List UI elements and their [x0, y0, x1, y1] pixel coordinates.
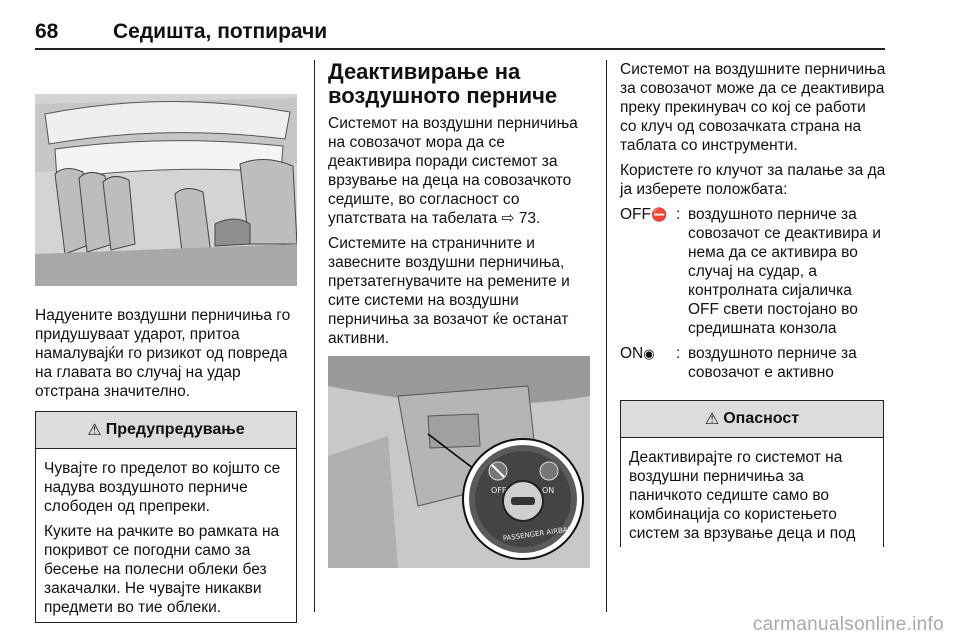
airbag-off-icon: ⛔	[651, 207, 668, 222]
danger-text: Деактивирајте го системот на воздушни перничиња за паничкото седиште само во комбинација со користењето систем за врзување деца и под	[629, 449, 856, 542]
column-3	[620, 60, 886, 547]
option-on-colon: :	[676, 345, 681, 362]
warning-box-header	[36, 412, 296, 449]
switch-caption: PASSENGER AIRBAG	[502, 525, 574, 543]
dashboard-switch-illustration	[328, 356, 590, 568]
option-off-description: воздушното перниче за совозачот се деактивира и нема да се активира во случај на судар, а контролната сијаличка OFF свети постојано во средишната конзола	[688, 206, 881, 337]
figure-description	[35, 306, 297, 401]
option-off-label: OFF	[620, 206, 651, 223]
column-2	[328, 60, 590, 568]
deactivation-paragraph-1: Системот на воздушни перничиња на совозачот мора да се деактивира поради системот за врзување на деца на совозачкото седиште, во согласност со упатствата на табелата ⇨ 73.	[328, 115, 578, 227]
column-divider-1	[314, 60, 315, 612]
side-airbag-illustration	[35, 94, 297, 286]
column-1	[35, 60, 297, 623]
column-divider-2	[606, 60, 607, 612]
airbag-on-icon: ◉	[643, 346, 655, 361]
page-header	[35, 14, 885, 48]
warning-triangle-icon: ⚠	[87, 422, 102, 439]
option-on-description: воздушното перниче за совозачот е активно	[688, 345, 857, 381]
danger-box-title: Опасност	[723, 410, 800, 427]
switch-intro: Системот на воздушните перничиња за совозачот може да се деактивира преку прекинувач со кој се работи со клуч од совозачката страна на таблата со инструменти.	[620, 61, 886, 154]
option-on-key	[620, 344, 676, 382]
option-on	[620, 344, 886, 382]
warning-box	[35, 411, 297, 623]
option-off	[620, 205, 886, 338]
danger-triangle-icon: ⚠	[704, 411, 720, 428]
danger-box-header	[621, 401, 883, 438]
car-interior-illustration	[35, 94, 297, 286]
switch-options	[620, 205, 886, 382]
option-off-key	[620, 205, 676, 338]
section-heading: Деактивирање на воздушното перниче	[328, 59, 558, 108]
danger-box	[620, 400, 884, 547]
warning-paragraph-1: Чувајте го пределот во којшто се надува воздушното перниче слободен од препреки.	[44, 460, 281, 515]
section-title: Седишта, потпирачи	[113, 20, 328, 43]
page-number: 68	[35, 20, 59, 43]
option-off-colon: :	[676, 206, 681, 223]
airbag-switch-illustration	[328, 356, 590, 568]
column-2-text	[328, 114, 590, 348]
watermark: carmanualsonline.info	[752, 614, 944, 635]
warning-paragraph-2: Куките на рачките во рамката на покривот се погодни само за бесење на полесни облеки без закачалки. Не чувајте никакви предмети во тие облеки.	[44, 523, 280, 616]
switch-on-label: ON	[542, 486, 555, 495]
warning-box-body	[36, 449, 296, 629]
deactivation-paragraph-2: Системите на страничните и завесните воздушни перничиња, претзатегнувачите на ремените и сите системи на воздушни перничиња за возачот ќе останат активни.	[328, 235, 570, 347]
header-rule	[35, 48, 885, 50]
danger-box-body	[621, 438, 883, 555]
column-3-text	[620, 60, 886, 199]
switch-off-label: OFF	[491, 486, 507, 495]
option-on-label: ON	[620, 345, 644, 362]
figure-text: Надуените воздушни перничиња го придушуваат ударот, притоа намалувајќи го ризикот од повреда на главата во случај на удар отстрана значително.	[35, 307, 291, 400]
switch-instruction: Користете го клучот за палање за да ја изберете положбата:	[620, 162, 886, 198]
warning-box-title: Предупредување	[105, 421, 245, 438]
